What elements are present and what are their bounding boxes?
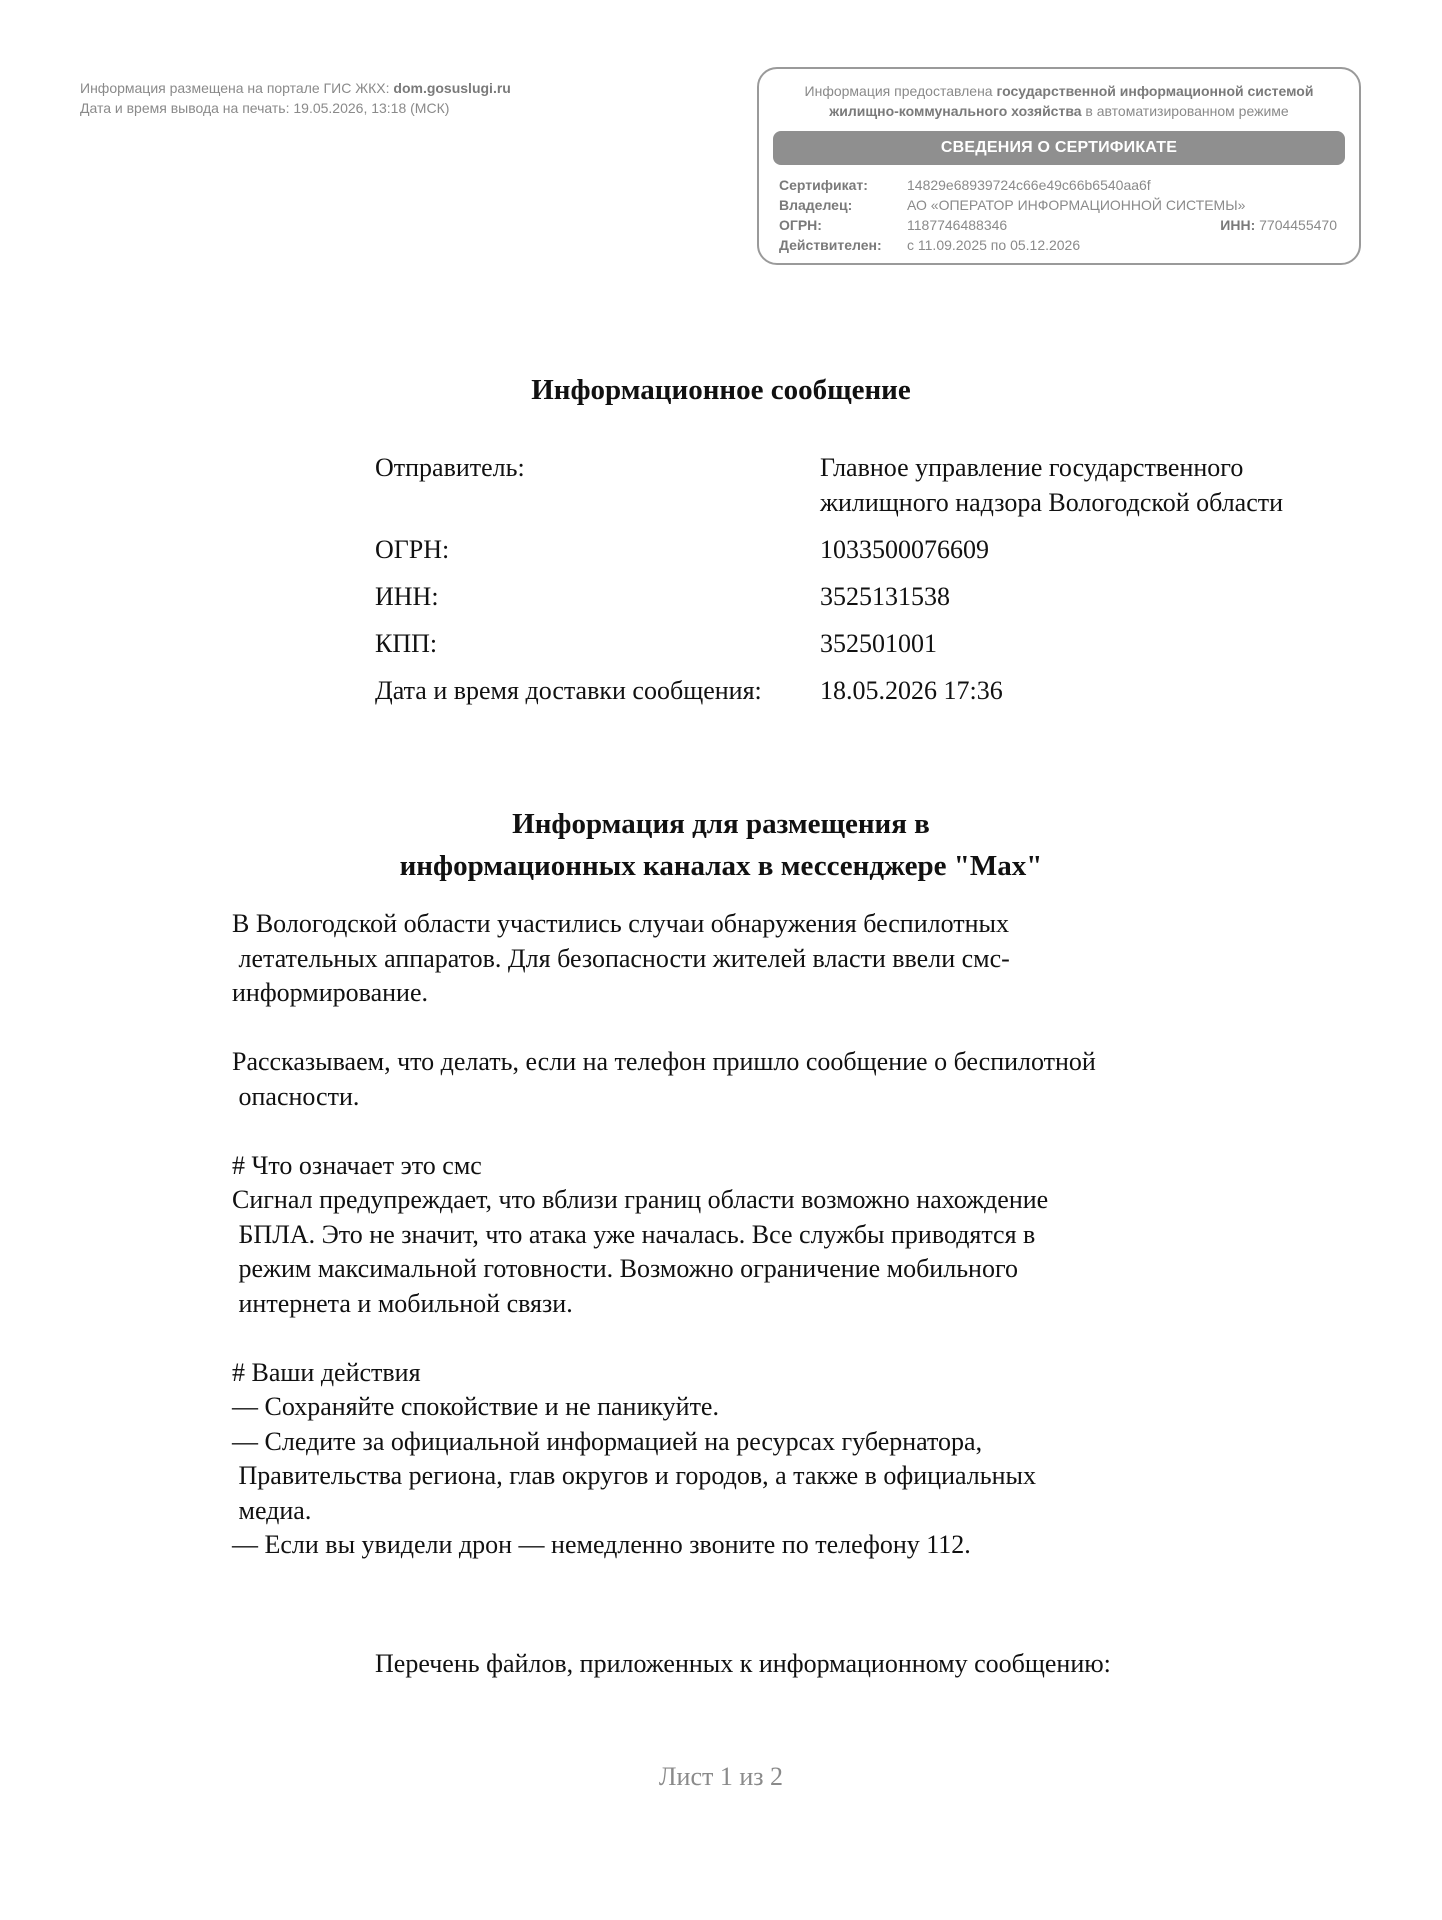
certificate-row — [779, 195, 1337, 215]
certificate-box — [757, 67, 1361, 265]
certificate-value: с 11.09.2025 по 05.12.2026 — [907, 237, 1081, 253]
certificate-row — [779, 175, 1337, 195]
portal-info-prefix: Информация размещена на портале ГИС ЖКХ: — [80, 80, 394, 96]
portal-info-line-1 — [80, 78, 511, 98]
metadata-label: ОГРН: — [375, 535, 450, 564]
section-title — [0, 803, 1442, 887]
document-title: Информационное сообщение — [531, 374, 911, 406]
certificate-key: Владелец: — [779, 197, 853, 213]
certificate-intro — [759, 81, 1359, 121]
certificate-inn-value: 7704455470 — [1255, 217, 1337, 233]
certificate-intro-bold-1: государственной информационной системой — [996, 83, 1314, 99]
certificate-header: СВЕДЕНИЯ О СЕРТИФИКАТЕ — [773, 131, 1345, 165]
metadata-row — [375, 532, 1290, 567]
sender-metadata — [375, 450, 1290, 720]
certificate-key: Сертификат: — [779, 177, 868, 193]
certificate-row — [779, 235, 1337, 255]
metadata-label: Дата и время доставки сообщения: — [375, 676, 762, 705]
metadata-label: КПП: — [375, 629, 438, 658]
section-title-line-1: Информация для размещения в — [512, 808, 930, 840]
metadata-row — [375, 450, 1290, 520]
portal-site-link: dom.gosuslugi.ru — [393, 80, 511, 96]
certificate-inn — [1220, 215, 1337, 235]
message-body: В Вологодской области участились случаи обнаружения беспилотных летательных аппаратов. Для безопасности жителей власти ввели смс- информирование. Рассказываем, что делать, если на телефон пришло сообщение о беспилотной опасности. # Что означает это смс Сигнал предупреждает, что вблизи границ области возможно нахождение БПЛА. Это не значит, что атака уже началась. Все службы приводятся в режим максимальной готовности. Возможно ограничение мобильного интернета и мобильной связи. # Ваши действия — Сохраняйте спокойствие и не паникуйте. — Следите за официальной информацией на ресурсах губернатора, Правительства региона, глав округов и городов, а также в официальных медиа. — Если вы увидели дрон — немедленно звоните по телефону 112. — [232, 909, 1096, 1559]
certificate-inn-label: ИНН: — [1220, 217, 1256, 233]
certificate-key: Действителен: — [779, 237, 882, 253]
certificate-value: 14829e68939724c66e49c66b6540aa6f — [907, 177, 1151, 193]
section-title-line-2: информационных каналах в мессенджере "Max" — [399, 850, 1043, 882]
metadata-value: Главное управление государственного жилищного надзора Вологодской области — [820, 453, 1284, 517]
metadata-label: Отправитель: — [375, 453, 525, 482]
metadata-value: 3525131538 — [820, 582, 950, 611]
certificate-key: ОГРН: — [779, 217, 822, 233]
metadata-row — [375, 626, 1290, 661]
metadata-value: 1033500076609 — [820, 535, 989, 564]
portal-info — [80, 78, 511, 118]
metadata-value: 18.05.2026 17:36 — [820, 676, 1003, 705]
page-number: Лист 1 из 2 — [658, 1762, 784, 1791]
metadata-label: ИНН: — [375, 582, 439, 611]
attachments-label: Перечень файлов, приложенных к информационному сообщению: — [375, 1649, 1111, 1678]
print-datetime: Дата и время вывода на печать: 19.05.2026, 13:18 (МСК) — [80, 100, 450, 116]
metadata-row — [375, 579, 1290, 614]
certificate-value: АО «ОПЕРАТОР ИНФОРМАЦИОННОЙ СИСТЕМЫ» — [907, 197, 1246, 213]
certificate-row — [779, 215, 1337, 235]
certificate-intro-bold-2: жилищно-коммунального хозяйства — [829, 103, 1082, 119]
metadata-row — [375, 673, 1290, 708]
metadata-value: 352501001 — [820, 629, 937, 658]
certificate-intro-suffix: в автоматизированном режиме — [1081, 103, 1289, 119]
certificate-value: 1187746488346 — [907, 217, 1008, 233]
certificate-intro-prefix: Информация предоставлена — [804, 83, 997, 99]
certificate-details — [779, 175, 1337, 255]
